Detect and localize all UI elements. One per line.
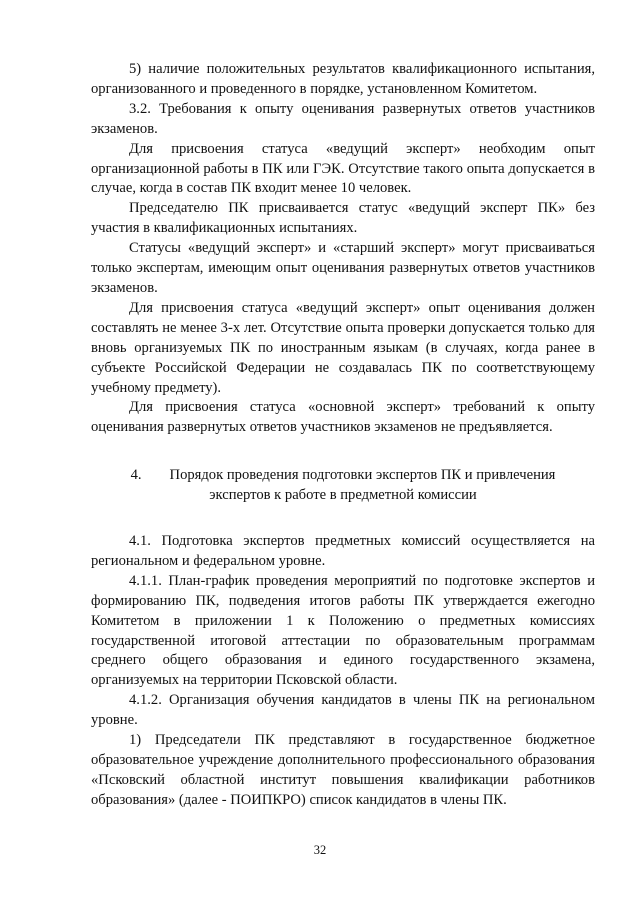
document-page [91,60,595,811]
paragraph-chairman-status: Председателю ПК присваивается статус «ведущий эксперт ПК» без участия в квалификационных испытаниях. [91,200,595,237]
paragraph-4-1-1: 4.1.1. План-график проведения мероприятий по подготовке экспертов и формированию ПК, подведения итогов работы ПК утверждается ежегодно Комитетом в приложении 1 к Положению о предметных комиссиях государственной итоговой аттестации по образовательным программам среднего общего образования и единого государственного экзамена, организуемых на территории Псковской области. [91,572,595,689]
page-number: 32 [313,843,327,857]
section-number: 4. [130,467,142,484]
paragraph-4-1-2: 4.1.2. Организация обучения кандидатов в члены ПК на региональном уровне. [91,692,595,729]
paragraph-statuses-lead-senior: Статусы «ведущий эксперт» и «старший эксперт» могут присваиваться только экспертам, имеющим опыт оценивания развернутых ответов участников экзаменов. [91,240,595,296]
paragraph-3-2: 3.2. Требования к опыту оценивания развернутых ответов участников экзаменов. [91,100,595,137]
section-title-line1: Порядок проведения подготовки экспертов ПК и привлечения [169,467,556,484]
paragraph-main-expert: Для присвоения статуса «основной эксперт» требований к опыту оценивания развернутых ответов участников экзаменов не предъявляется. [91,399,595,436]
section-heading [91,466,595,506]
section-title-line2: экспертов к работе в предметной комиссии [209,487,477,504]
paragraph-lead-expert-experience: Для присвоения статуса «ведущий эксперт» опыт оценивания должен составлять не менее 3-х лет. Отсутствие опыта проверки допускается только для вновь организуемых ПК по иностранным языкам (в случаях, когда ранее в субъекте Российской Федерации не создавалась ПК по соответствующему учебному предмету). [91,299,595,396]
paragraph-item-1: 1) Председатели ПК представляют в государственное бюджетное образовательное учреждение дополнительного профессионального образования «Псковский областной институт повышения квалификации работников образования» (далее - ПОИПКРО) список кандидатов в члены ПК. [91,732,595,808]
paragraph-status-requirement-5: 5) наличие положительных результатов квалификационного испытания, организованного и проведенного в порядке, установленном Комитетом. [91,61,595,97]
paragraph-lead-expert-organizational: Для присвоения статуса «ведущий эксперт» необходим опыт организационной работы в ПК или ГЭК. Отсутствие такого опыта допускается в случае, когда в состав ПК входит менее 10 человек. [91,140,595,197]
paragraph-4-1: 4.1. Подготовка экспертов предметных комиссий осуществляется на региональном и федеральном уровне. [91,533,595,569]
